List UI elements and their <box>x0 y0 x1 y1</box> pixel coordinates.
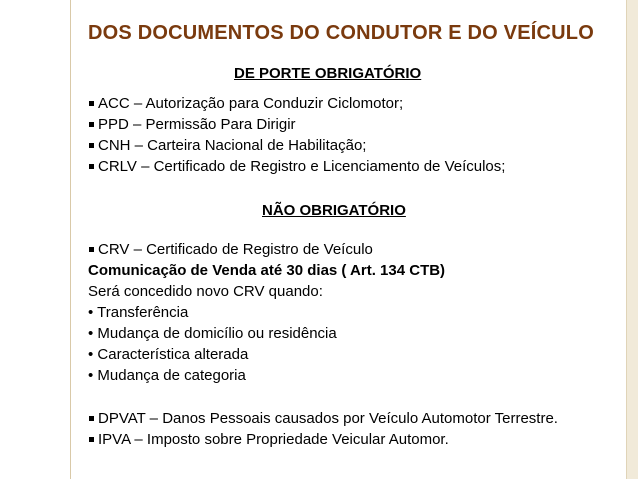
dpvat-item: DPVAT – Danos Pessoais causados por Veículo Automotor Terrestre. <box>88 410 558 428</box>
mandatory-item: ACC – Autorização para Conduzir Ciclomotor; <box>88 95 403 113</box>
sale-notice: Comunicação de Venda até 30 dias ( Art. 134 CTB) <box>88 262 446 279</box>
square-bullet-icon <box>89 164 94 169</box>
mandatory-item: PPD – Permissão Para Dirigir <box>88 116 296 134</box>
optional-heading: NÃO OBRIGATÓRIO <box>262 202 406 219</box>
new-crv-case: • Mudança de domicílio ou residência <box>88 325 337 342</box>
square-bullet-icon <box>89 122 94 127</box>
square-bullet-icon <box>89 247 94 252</box>
square-bullet-icon <box>89 143 94 148</box>
new-crv-case: • Característica alterada <box>88 346 249 363</box>
mandatory-heading: DE PORTE OBRIGATÓRIO <box>234 65 422 82</box>
mandatory-item: CRLV – Certificado de Registro e Licenciamento de Veículos; <box>88 158 505 176</box>
square-bullet-icon <box>89 416 94 421</box>
right-decorative-strip <box>626 0 638 479</box>
square-bullet-icon <box>89 101 94 106</box>
ipva-item: IPVA – Imposto sobre Propriedade Veicular Automor. <box>88 431 449 449</box>
new-crv-case: • Transferência <box>88 304 189 321</box>
left-border-rule <box>70 0 71 479</box>
square-bullet-icon <box>89 437 94 442</box>
mandatory-item: CNH – Carteira Nacional de Habilitação; <box>88 137 366 155</box>
slide-title: DOS DOCUMENTOS DO CONDUTOR E DO VEÍCULO <box>88 22 594 44</box>
crv-item: CRV – Certificado de Registro de Veículo <box>88 241 373 259</box>
new-crv-intro: Será concedido novo CRV quando: <box>88 283 323 300</box>
new-crv-case: • Mudança de categoria <box>88 367 246 384</box>
